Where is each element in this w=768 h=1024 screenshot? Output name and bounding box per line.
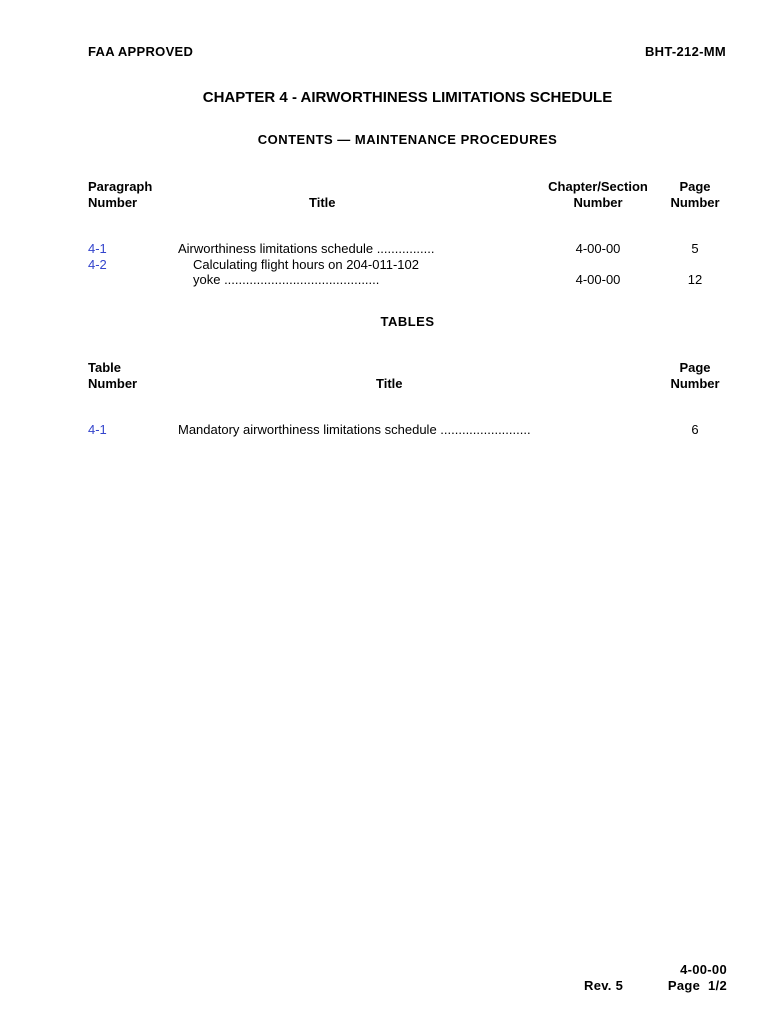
header-left: FAA APPROVED bbox=[88, 44, 194, 59]
chapter-title: CHAPTER 4 - AIRWORTHINESS LIMITATIONS SCHEDULE bbox=[202, 89, 613, 106]
footer-page: Page 1/2 bbox=[667, 978, 727, 993]
paragraph-link-4-1[interactable]: 4-1 bbox=[88, 241, 107, 256]
row-page: 5 bbox=[691, 241, 699, 256]
row-title: Mandatory airworthiness limitations schedule ......................... bbox=[178, 422, 531, 437]
col-title: Title bbox=[309, 195, 336, 210]
row-page: 6 bbox=[691, 422, 699, 437]
row-title: Calculating flight hours on 204-011-102 bbox=[193, 257, 419, 272]
row-section: 4-00-00 bbox=[575, 272, 621, 287]
col-page-number: Page Number bbox=[670, 179, 720, 210]
row-title: Airworthiness limitations schedule ................ bbox=[178, 241, 435, 256]
tables-title: TABLES bbox=[380, 314, 435, 329]
row-page: 12 bbox=[687, 272, 703, 287]
row-title-continued: yoke ........................................... bbox=[193, 272, 380, 287]
col-page-number: Page Number bbox=[670, 360, 720, 391]
table-link-4-1[interactable]: 4-1 bbox=[88, 422, 107, 437]
footer-section-number: 4-00-00 bbox=[680, 962, 727, 977]
row-section: 4-00-00 bbox=[575, 241, 621, 256]
paragraph-link-4-2[interactable]: 4-2 bbox=[88, 257, 107, 272]
col-title: Title bbox=[376, 376, 403, 391]
contents-title: CONTENTS — MAINTENANCE PROCEDURES bbox=[257, 132, 558, 147]
col-paragraph-number: Paragraph Number bbox=[88, 179, 153, 210]
col-chapter-section-number: Chapter/Section Number bbox=[548, 179, 648, 210]
col-table-number: Table Number bbox=[88, 360, 138, 391]
header-right: BHT-212-MM bbox=[644, 44, 726, 59]
footer-revision: Rev. 5 bbox=[584, 978, 624, 993]
